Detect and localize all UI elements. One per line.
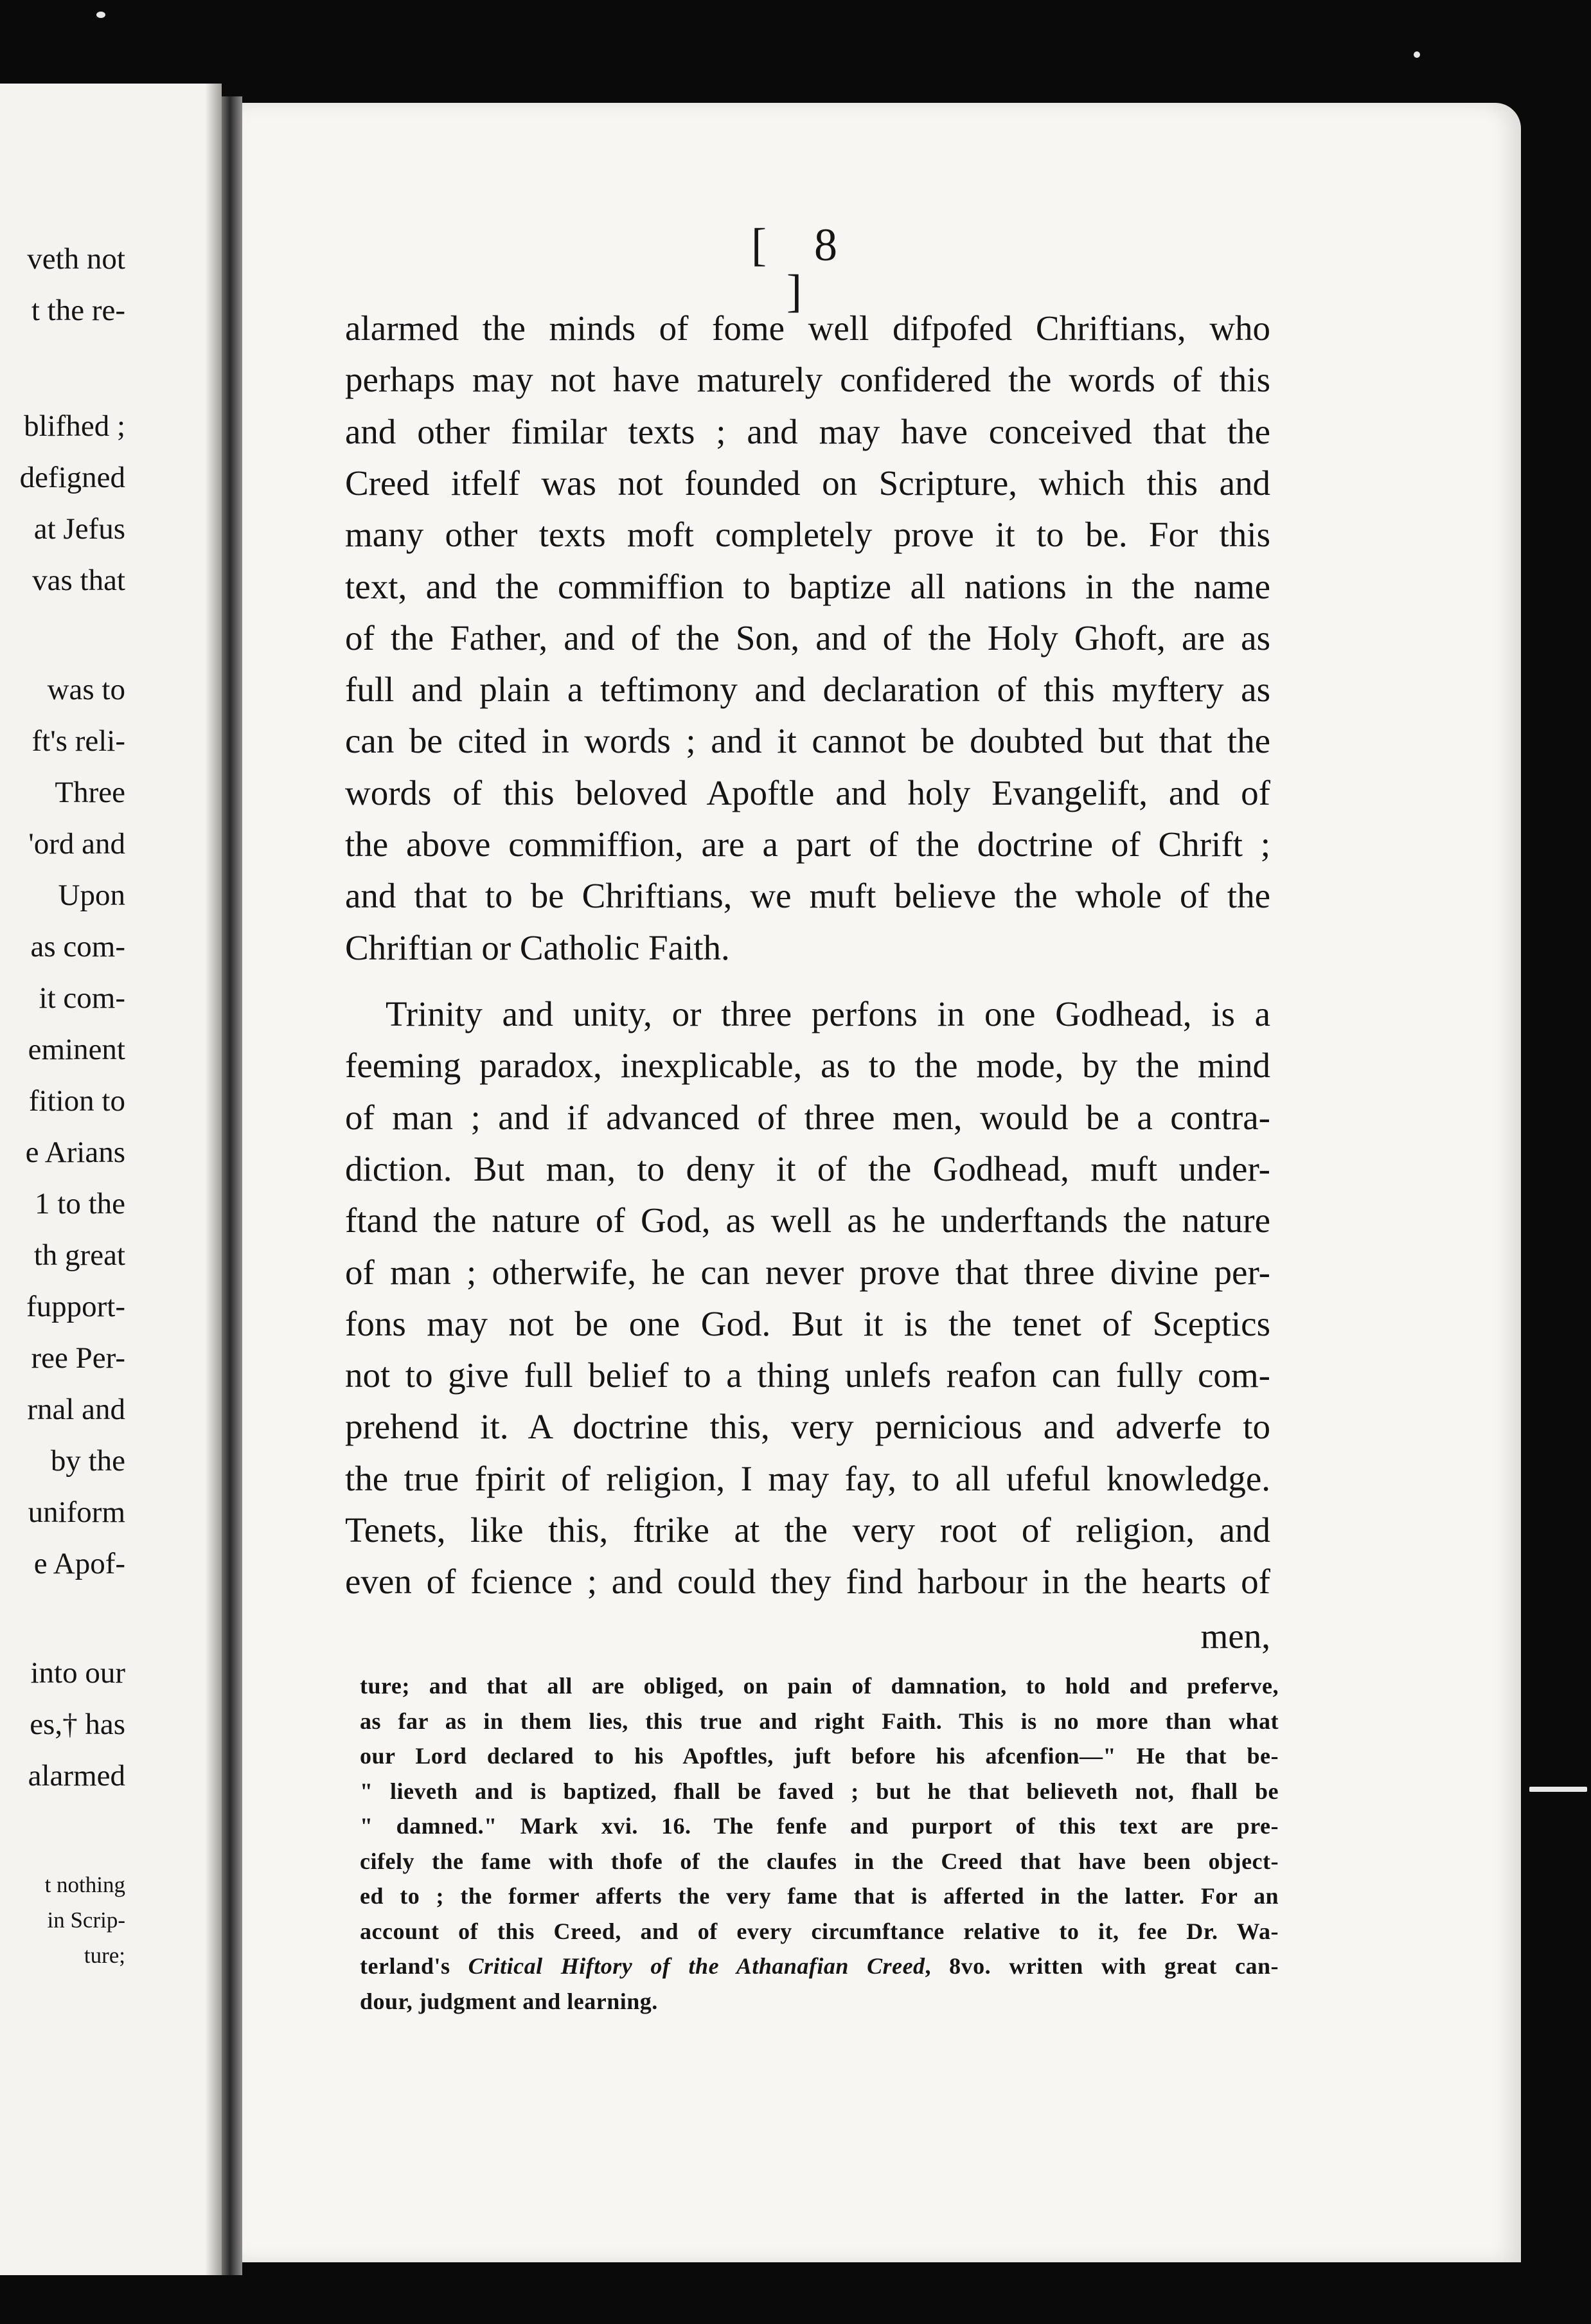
body-line: Trinity and unity, or three perfons in one Godhead, is a	[386, 994, 1270, 1033]
body-line: of man ; otherwife, he can never prove that three divine per-	[345, 1253, 1270, 1292]
footnote-line: dour, judgment and learning.	[360, 1989, 658, 2014]
left-page-footnote-line: t nothing	[44, 1872, 125, 1897]
body-line: even of fcience ; and could they find harbour in the hearts of	[345, 1562, 1270, 1601]
scan-speck	[1414, 51, 1420, 58]
body-line: ftand the nature of God, as well as he underftands the nature	[345, 1201, 1270, 1240]
left-page-line: veth not	[27, 242, 125, 276]
left-page-line: it com-	[39, 981, 125, 1015]
body-line: not to give full belief to a thing unlefs reafon can fully com-	[345, 1355, 1270, 1395]
left-page-line: e Arians	[25, 1136, 125, 1169]
footnote-line: ed to ; the former afferts the very fame that is afferted in the latter. For an	[360, 1883, 1279, 1909]
left-page-line: th great	[33, 1238, 125, 1272]
left-page-line: alarmed	[28, 1759, 125, 1792]
left-page-line: into our	[30, 1656, 125, 1690]
left-page-line: defigned	[19, 461, 125, 494]
body-line: text, and the commiffion to baptize all nations in the name	[345, 567, 1270, 606]
body-line: Tenets, like this, ftrike at the very root of religion, and	[345, 1510, 1270, 1550]
left-page-line: was to	[47, 673, 125, 706]
body-line: many other texts moft completely prove it to be. For this	[345, 515, 1270, 554]
left-page-line: as com-	[30, 930, 125, 963]
scan-speck	[96, 12, 105, 18]
gutter-shadow	[205, 84, 222, 2275]
left-page-line: t the re-	[31, 294, 125, 327]
body-line: full and plain a teftimony and declaration of this myftery as	[345, 670, 1270, 709]
footnote-line: as far as in them lies, this true and right Faith. This is no more than what	[360, 1708, 1279, 1734]
body-line: words of this beloved Apoftle and holy Evangelift, and of	[345, 773, 1270, 812]
left-page-line: 'ord and	[28, 827, 125, 861]
left-page-line: ree Per-	[31, 1341, 125, 1375]
body-line: of man ; and if advanced of three men, would be a contra-	[345, 1098, 1270, 1137]
body-line: alarmed the minds of fome well difpofed Chriftians, who	[345, 308, 1270, 348]
body-line: the true fpirit of religion, I may fay, to all ufeful knowledge.	[345, 1459, 1270, 1498]
body-line: and that to be Chriftians, we muft believe the whole of the	[345, 876, 1270, 915]
left-page-line: at Jefus	[33, 512, 125, 546]
footnote-line: " lieveth and is baptized, fhall be faved ; but he that believeth not, fhall be	[360, 1778, 1279, 1804]
body-line: feeming paradox, inexplicable, as to the mode, by the mind	[345, 1046, 1270, 1085]
left-page-line: blifhed ;	[24, 409, 125, 443]
body-line: fons may not be one God. But it is the tenet of Sceptics	[345, 1304, 1270, 1343]
left-page-line: e Apof-	[33, 1547, 125, 1580]
left-page-line: Upon	[58, 879, 125, 912]
left-page-footnote-line: in Scrip-	[47, 1908, 125, 1933]
footnote-line: terland's Critical Hiftory of the Athanafian Creed, 8vo. written with great can-	[360, 1953, 1279, 1979]
body-line: of the Father, and of the Son, and of the Holy Ghoft, are as	[345, 618, 1270, 657]
body-line: can be cited in words ; and it cannot be doubted but that the	[345, 721, 1270, 760]
footnote-line: cifely the fame with thofe of the claufes in the Creed that have been object-	[360, 1848, 1279, 1874]
book-fold	[222, 96, 242, 2275]
left-page-line: es,† has	[30, 1708, 125, 1741]
body-line: prehend it. A doctrine this, very pernicious and adverfe to	[345, 1407, 1270, 1446]
body-line: the above commiffion, are a part of the doctrine of Chrift ;	[345, 825, 1270, 864]
left-page-line: uniform	[28, 1496, 125, 1529]
left-page-line: fition to	[28, 1084, 125, 1118]
left-page-line: eminent	[28, 1033, 125, 1066]
body-line: perhaps may not have maturely confidered the words of this	[345, 360, 1270, 399]
book-title: Critical Hiftory of the Athanafian Creed	[468, 1953, 925, 1979]
left-facing-page	[0, 84, 222, 2275]
left-page-line: by the	[50, 1444, 125, 1478]
left-page-line: 1 to the	[35, 1187, 125, 1220]
footnote-line: account of this Creed, and of every circumftance relative to it, fee Dr. Wa-	[360, 1918, 1279, 1944]
catchword: men,	[1200, 1616, 1270, 1656]
left-page-line: Three	[55, 776, 125, 809]
left-page-line: rnal and	[27, 1393, 125, 1426]
left-page-line: fupport-	[26, 1290, 125, 1323]
footnote-line: " damned." Mark xvi. 16. The fenfe and purport of this text are pre-	[360, 1813, 1279, 1839]
body-line: Chriftian or Catholic Faith.	[345, 928, 730, 967]
scan-speck	[1529, 1787, 1587, 1792]
body-line: diction. But man, to deny it of the Godhead, muft under-	[345, 1149, 1270, 1188]
footnote-line: ture; and that all are obliged, on pain of damnation, to hold and preferve,	[360, 1673, 1279, 1699]
footnote-line: our Lord declared to his Apoftles, juft before his afcenfion—" He that be-	[360, 1743, 1279, 1769]
body-line: and other fimilar texts ; and may have conceived that the	[345, 412, 1270, 451]
body-line: Creed itfelf was not founded on Scripture, which this and	[345, 463, 1270, 503]
left-page-footnote-line: ture;	[84, 1943, 125, 1968]
left-page-line: vas that	[32, 564, 125, 597]
page-number: [ 8 ]	[751, 219, 855, 317]
left-page-line: ft's reli-	[31, 724, 125, 758]
